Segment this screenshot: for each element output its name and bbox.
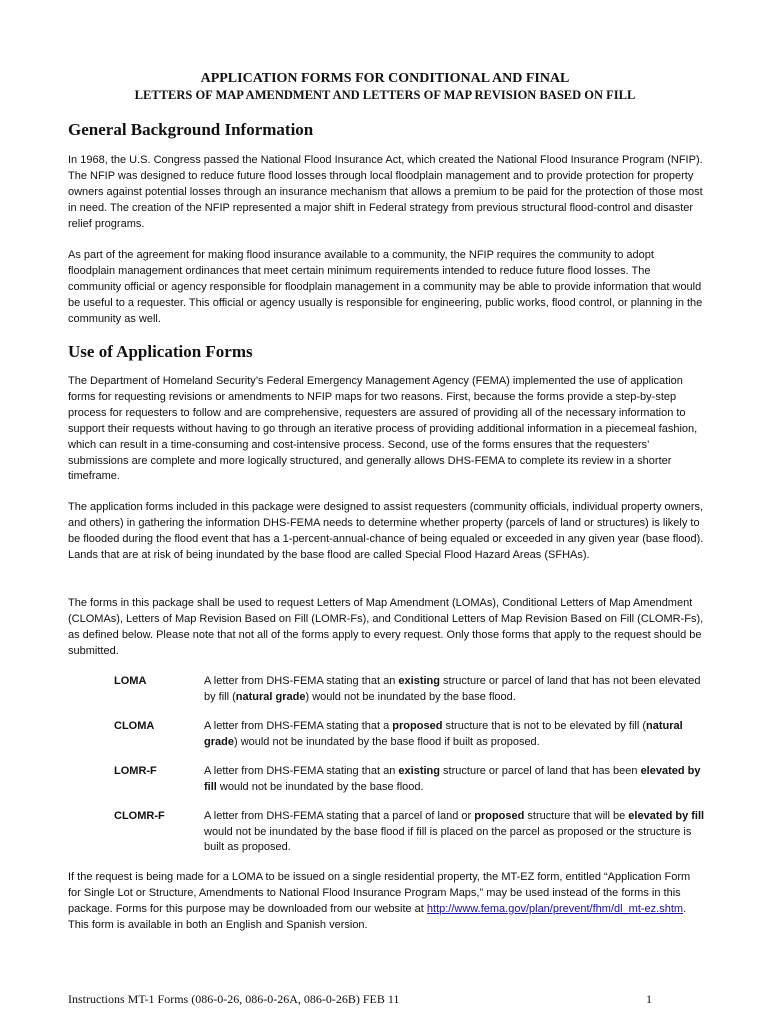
heading-use-of-forms: Use of Application Forms bbox=[68, 342, 253, 361]
closing-after-text: . This form is available in both an English and Spanish version. bbox=[68, 902, 687, 931]
title-line-2: LETTERS OF MAP AMENDMENT AND LETTERS OF MAP REVISION BASED ON FILL bbox=[134, 88, 636, 102]
definitions-list bbox=[114, 674, 706, 870]
document-title bbox=[0, 70, 770, 103]
definition-text: A letter from DHS-FEMA stating that an existing structure or parcel of land that has not been elevated by fill (natural grade) would not be inundated by the base flood. bbox=[204, 675, 701, 703]
definition-term: CLOMA bbox=[114, 720, 155, 732]
paragraph-forms-3: The forms in this package shall be used to request Letters of Map Amendment (LOMAs), Conditional Letters of Map Amendment (CLOMAs), Letters of Map Revision Based on Fill (LOMR-Fs), and Conditional Letters of Map Revision Based on Fill (CLOMR-Fs), as defined below. Please note that not all of the forms apply to every request. Only those forms that apply to the request should be submitted. bbox=[68, 597, 704, 657]
paragraph-background-1: In 1968, the U.S. Congress passed the National Flood Insurance Act, which created the National Flood Insurance Program (NFIP). The NFIP was designed to reduce future flood losses through local floodplain management and to provide protection for property owners against potential losses through an insurance mechanism that allows a premium to be paid for the protection of those most in need. The creation of the NFIP represented a major shift in Federal strategy from previous structural flood-control and disaster relief programs. bbox=[68, 154, 703, 230]
definition-cloma bbox=[114, 719, 706, 750]
definition-clomr-f bbox=[114, 809, 706, 856]
mt-ez-form-link[interactable]: http://www.fema.gov/plan/prevent/fhm/dl_mt-ez.shtm bbox=[426, 902, 684, 915]
closing-text: If the request is being made for a LOMA to be issued on a single residential property, the MT-EZ form, entitled “Application Form for Single Lot or Structure, Amendments to National Flood Insurance Program Maps,” may be used instead of the forms in this package. Forms for this purpose may be downloaded from our website at bbox=[68, 871, 691, 915]
definition-term: CLOMR-F bbox=[114, 810, 165, 822]
definition-text: A letter from DHS-FEMA stating that an existing structure or parcel of land that has been elevated by fill would not be inundated by the base flood. bbox=[204, 765, 701, 793]
footer-document-id: Instructions MT-1 Forms (086-0-26, 086-0-26A, 086-0-26B) FEB 11 bbox=[68, 992, 400, 1006]
page-number: 1 bbox=[646, 992, 652, 1006]
title-line-1: APPLICATION FORMS FOR CONDITIONAL AND FINAL bbox=[200, 71, 570, 86]
heading-general-background: General Background Information bbox=[68, 120, 314, 139]
paragraph-closing bbox=[68, 870, 704, 934]
paragraph-forms-1: The Department of Homeland Security’s Federal Emergency Management Agency (FEMA) implemented the use of application forms for requesting revisions or amendments to NFIP maps for two reasons. First, because the forms provide a step-by-step process for requesters to follow and are comprehensive, requesters are assured of providing all of the necessary information to support their requests without having to go through an iterative process of providing additional information in a piecemeal fashion, which can result in a time-consuming and cost-intensive process. Second, use of the forms ensures that the requesters’ submissions are complete and more logically structured, and generally allows DHS-FEMA to complete its review in a shorter timeframe. bbox=[68, 375, 698, 483]
page-footer bbox=[68, 992, 652, 1007]
definition-loma bbox=[114, 674, 706, 705]
definition-term: LOMR-F bbox=[114, 765, 157, 777]
definition-text: A letter from DHS-FEMA stating that a parcel of land or proposed structure that will be elevated by fill would not be inundated by the base flood if fill is placed on the parcel as proposed or the structure is built as proposed. bbox=[204, 810, 705, 853]
definition-lomr-f bbox=[114, 764, 706, 795]
paragraph-forms-2: The application forms included in this package were designed to assist requesters (community officials, individual property owners, and others) in gathering the information DHS-FEMA needs to determine whether property (parcels of land or structures) is likely to be flooded during the flood event that has a 1-percent-annual-chance of being equaled or exceeded in any given year (base flood). Lands that are at risk of being inundated by the base flood are called Special Flood Hazard Areas (SFHAs). bbox=[68, 501, 704, 561]
definition-term: LOMA bbox=[114, 675, 147, 687]
paragraph-background-2: As part of the agreement for making flood insurance available to a community, the NFIP requires the community to adopt floodplain management ordinances that meet certain minimum requirements intended to reduce future flood losses. The community official or agency responsible for floodplain management in a community may be able to provide information that would be useful to a requester. This official or agency usually is responsible for engineering, public works, flood control, or planning in the community as well. bbox=[68, 249, 703, 325]
definition-text: A letter from DHS-FEMA stating that a proposed structure that is not to be elevated by fill (natural grade) would not be inundated by the base flood if built as proposed. bbox=[204, 720, 683, 748]
